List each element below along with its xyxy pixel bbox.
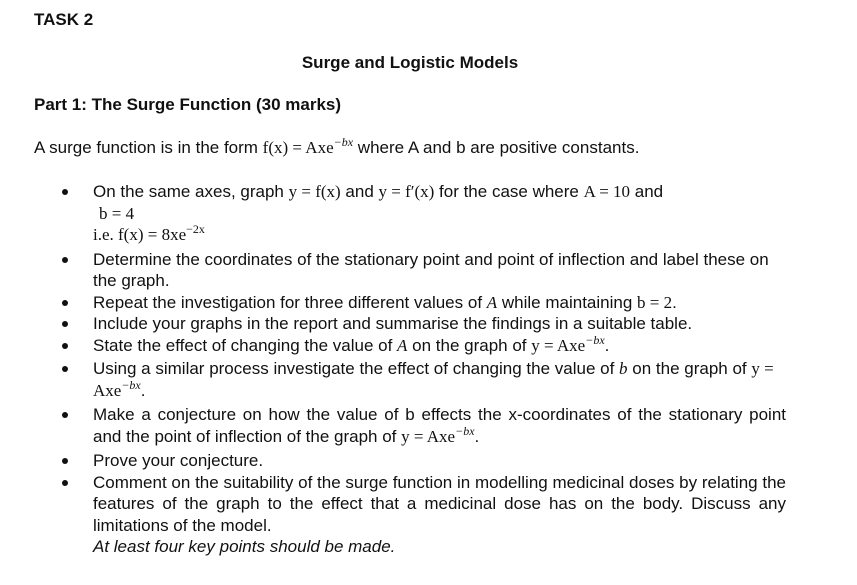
bullet-text: Include your graphs in the report and summarise the findings in a suitable table.: [93, 314, 693, 333]
bullet-stationary-point: [0, 249, 786, 292]
math-b-value: b = 2: [637, 292, 673, 312]
intro-exponent: −bx: [333, 135, 354, 149]
bullet-effect-of-a: [0, 332, 786, 359]
bullet-text: Comment on the suitability of the surge function in modelling medicinal doses by relating the features of the graph to the effect that a medicinal dose has on the body. Discuss any limitations of the model.: [93, 472, 786, 535]
bullet-text: .: [672, 292, 677, 312]
bullet-graph-line1: [93, 181, 786, 203]
bullet-dot: [62, 300, 68, 306]
math-b-value: b = 4: [99, 203, 135, 223]
bullet-text: and: [340, 182, 379, 201]
bullet-dot: [62, 458, 68, 464]
math-exponent: −bx: [121, 377, 141, 392]
bullet-dot: [62, 366, 68, 372]
bullet-text: on the graph of: [407, 335, 532, 355]
bullet-effect-of-b: [0, 358, 786, 403]
bullet-text: while maintaining: [497, 292, 638, 312]
math-y-equals-fprime: y = f′(x): [378, 182, 435, 201]
bullet-text: .: [604, 335, 610, 355]
bullet-text: for the case where: [434, 182, 584, 201]
bullet-repeat-investigation: [0, 292, 786, 314]
bullet-dot: [62, 412, 68, 418]
key-points-note: At least four key points should be made.: [93, 537, 396, 556]
math-ie-formula: [93, 224, 786, 248]
intro-text-end: where A and b are positive constants.: [353, 138, 640, 157]
math-surge-formula: y = Axe: [531, 335, 586, 355]
bullet-text: Repeat the investigation for three different values of: [93, 292, 487, 312]
bullet-text: State the effect of changing the value of: [93, 335, 398, 355]
bullet-text: and: [630, 182, 664, 201]
intro-formula: f(x) = Axe: [262, 138, 334, 157]
bullet-text: Determine the coordinates of the stationary point and point of inflection and label these on the graph.: [93, 249, 769, 290]
bullet-dot: [62, 257, 68, 263]
intro-paragraph: [34, 135, 640, 158]
part-heading: Part 1: The Surge Function (30 marks): [34, 95, 342, 114]
intro-text: A surge function is in the form: [34, 138, 263, 157]
math-ie-text: i.e. f(x) = 8xe: [93, 225, 187, 244]
bullet-dot: [62, 480, 68, 486]
document-title: Surge and Logistic Models: [301, 53, 519, 72]
bullet-include-graphs: [0, 313, 786, 335]
math-surge-formula: y = Axe: [401, 426, 456, 446]
bullet-text: Make a conjecture on how the value of b effects the x-coordinates of the stationary point and the point of inflection of the graph of: [93, 405, 786, 446]
math-a-value: A = 10: [583, 182, 631, 201]
math-exponent: −bx: [455, 423, 475, 438]
bullet-text: On the same axes, graph: [93, 182, 289, 201]
math-exponent: −bx: [585, 332, 605, 347]
bullet-graph: [0, 181, 786, 248]
math-y-equals-f: y = f(x): [288, 182, 341, 201]
bullet-dot: [62, 321, 68, 327]
math-surge-formula: y = Axe: [93, 359, 774, 400]
math-a: A: [486, 292, 498, 312]
bullet-prove: [0, 450, 786, 472]
task-label: TASK 2: [34, 10, 94, 29]
bullet-text: .: [140, 380, 146, 400]
bullet-dot: [62, 189, 68, 195]
bullet-text: .: [474, 426, 480, 446]
bullet-text: Prove your conjecture.: [93, 451, 264, 470]
math-a: A: [397, 335, 408, 355]
task-bullet-list: [0, 181, 857, 558]
bullet-text: Using a similar process investigate the effect of changing the value of: [93, 359, 620, 378]
bullet-conjecture: [0, 404, 786, 449]
bullet-dot: [62, 343, 68, 349]
bullet-comment: [0, 472, 786, 558]
bullet-text: on the graph of: [627, 359, 752, 378]
math-b: b: [619, 359, 628, 378]
math-ie-exponent: −2x: [186, 222, 205, 236]
